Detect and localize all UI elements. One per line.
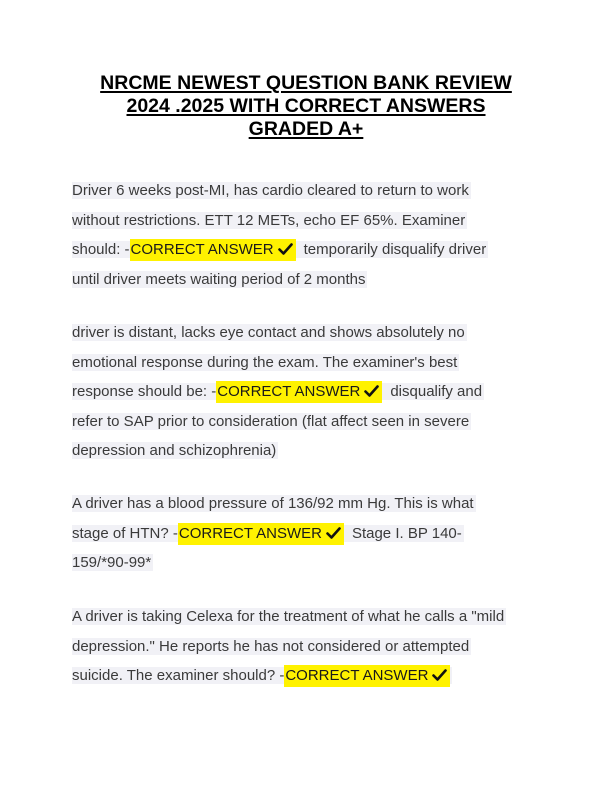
answer-line: until driver meets waiting period of 2 months (72, 270, 366, 288)
answer-line: 159/*90-99* (72, 554, 152, 571)
question-line: response should be: - (72, 383, 217, 400)
correct-answer-badge: CORRECT ANSWER (216, 381, 382, 403)
question-line: emotional response during the exam. The examiner's best (72, 353, 458, 371)
qa-item-4 (72, 602, 542, 691)
qa-item-1 (72, 176, 542, 294)
answer-text: disqualify and (390, 383, 483, 400)
title-line-3: GRADED A+ (248, 118, 364, 140)
qa-item-3 (72, 489, 542, 578)
question-line: without restrictions. ETT 12 METs, echo EF 65%. Examiner (72, 211, 466, 229)
correct-answer-badge: CORRECT ANSWER (284, 665, 450, 687)
title-line-1: NRCME NEWEST QUESTION BANK REVIEW (100, 72, 512, 94)
correct-answer-badge: CORRECT ANSWER (130, 239, 296, 261)
checkmark-icon (326, 527, 341, 539)
question-line: driver is distant, lacks eye contact and shows absolutely no (72, 324, 465, 341)
checkmark-icon (432, 669, 447, 681)
correct-answer-badge: CORRECT ANSWER (178, 523, 344, 545)
checkmark-icon (364, 385, 379, 397)
title-line-2: 2024 .2025 WITH CORRECT ANSWERS (126, 95, 486, 117)
answer-line: depression and schizophrenia) (72, 442, 277, 459)
question-line: A driver is taking Celexa for the treatment of what he calls a "mild (72, 608, 505, 625)
question-line: A driver has a blood pressure of 136/92 mm Hg. This is what (72, 495, 474, 512)
checkmark-icon (278, 243, 293, 255)
answer-line: refer to SAP prior to consideration (flat affect seen in severe (72, 412, 470, 430)
question-line: should: - (72, 241, 130, 258)
answer-text: temporarily disqualify driver (303, 241, 487, 258)
answer-text: Stage I. BP 140- (351, 524, 462, 542)
question-line: suicide. The examiner should? - (72, 667, 285, 684)
document-title (60, 72, 552, 141)
question-line: stage of HTN? - (72, 524, 178, 542)
question-line: depression." He reports he has not considered or attempted (72, 637, 470, 655)
qa-item-2 (72, 318, 542, 466)
question-line: Driver 6 weeks post-MI, has cardio cleared to return to work (72, 182, 469, 199)
